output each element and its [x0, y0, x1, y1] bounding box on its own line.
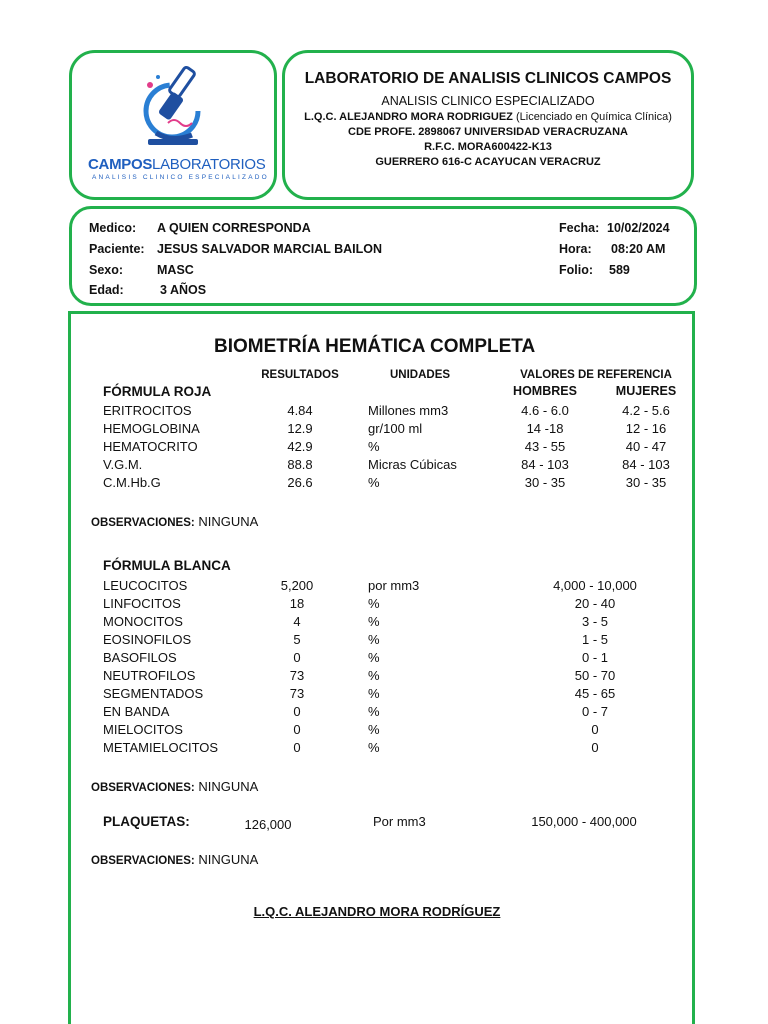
row-ref-women: 30 - 35 [625, 475, 667, 490]
row-result: 73 [289, 686, 305, 701]
row-unit: % [368, 632, 380, 647]
medico-label: Medico: [89, 221, 137, 235]
row-result: 0 [293, 722, 301, 737]
row-name: EN BANDA [103, 704, 170, 719]
row-result: 88.8 [287, 457, 313, 472]
row-ref: 50 - 70 [574, 668, 616, 683]
license-line: CDE PROFE. 2898067 UNIVERSIDAD VERACRUZANA [348, 126, 628, 138]
sexo-value: MASC [157, 263, 194, 277]
obs1-line: OBSERVACIONES: NINGUNA [91, 514, 259, 529]
paciente-label: Paciente: [89, 242, 145, 256]
row-result: 0 [293, 704, 301, 719]
fecha-value: 10/02/2024 [607, 221, 670, 235]
col-unidades: UNIDADES [389, 369, 451, 381]
row-unit: gr/100 ml [368, 421, 423, 436]
row-ref: 0 [591, 722, 599, 737]
edad-label: Edad: [89, 283, 124, 297]
folio-value: 589 [609, 263, 630, 277]
paciente-value: JESUS SALVADOR MARCIAL BAILON [157, 242, 383, 256]
row-result: 4 [293, 614, 301, 629]
rfc-line: R.F.C. MORA600422-K13 [424, 141, 552, 153]
col-mujeres: MUJERES [615, 384, 677, 398]
row-unit: % [368, 740, 380, 755]
row-result: 0 [293, 740, 301, 755]
col-resultados: RESULTADOS [261, 369, 339, 381]
row-unit: % [368, 686, 380, 701]
row-unit: Micras Cúbicas [368, 457, 457, 472]
row-name: C.M.Hb.G [103, 475, 161, 490]
obs3-line: OBSERVACIONES: NINGUNA [91, 852, 259, 867]
row-ref-women: 84 - 103 [622, 457, 670, 472]
row-ref: 45 - 65 [574, 686, 616, 701]
lab-subtitle: ANALISIS CLINICO ESPECIALIZADO [381, 94, 595, 108]
row-result: 0 [293, 650, 301, 665]
row-name: MIELOCITOS [103, 722, 183, 737]
address-line: GUERRERO 616-C ACAYUCAN VERACRUZ [375, 156, 601, 168]
row-ref: 0 [591, 740, 599, 755]
row-name: MONOCITOS [103, 614, 183, 629]
row-unit: por mm3 [368, 578, 420, 593]
row-name: LINFOCITOS [103, 596, 181, 611]
hora-value: 08:20 AM [611, 242, 666, 256]
row-name: ERITROCITOS [103, 403, 192, 418]
row-result: 42.9 [287, 439, 313, 454]
report-title: BIOMETRÍA HEMÁTICA COMPLETA [214, 336, 536, 357]
chemist-line: L.Q.C. ALEJANDRO MORA RODRIGUEZ (Licenciado en Química Clínica) [304, 111, 672, 123]
row-ref: 20 - 40 [574, 596, 616, 611]
row-name: EOSINOFILOS [103, 632, 192, 647]
logo-tagline: ANALISIS CLINICO ESPECIALIZADO [92, 174, 269, 181]
patient-panel [69, 206, 697, 306]
row-ref-men: 43 - 55 [524, 439, 566, 454]
logo-panel [69, 50, 277, 200]
row-ref: 0 - 1 [581, 650, 609, 665]
fecha-label: Fecha: [559, 221, 600, 235]
row-result: 5 [293, 632, 301, 647]
row-name: METAMIELOCITOS [103, 740, 219, 755]
folio-label: Folio: [559, 263, 594, 277]
row-result: 26.6 [287, 475, 313, 490]
row-unit: % [368, 722, 380, 737]
row-ref-women: 40 - 47 [625, 439, 667, 454]
row-unit: % [368, 704, 380, 719]
row-name: V.G.M. [103, 457, 143, 472]
row-ref: 1 - 5 [581, 632, 609, 647]
row-unit: % [368, 650, 380, 665]
row-unit: % [368, 439, 380, 454]
logo-name: CAMPOSLABORATORIOS [88, 156, 266, 173]
signature-name: L.Q.C. ALEJANDRO MORA RODRÍGUEZ [253, 904, 501, 919]
row-ref-women: 4.2 - 5.6 [622, 403, 670, 418]
row-unit: % [368, 596, 380, 611]
formula-blanca-title: FÓRMULA BLANCA [103, 558, 231, 573]
plaquetas-ref: 150,000 - 400,000 [531, 814, 637, 829]
obs2-line: OBSERVACIONES: NINGUNA [91, 779, 259, 794]
row-unit: % [368, 475, 380, 490]
row-result: 73 [289, 668, 305, 683]
row-name: HEMOGLOBINA [103, 421, 200, 436]
lab-title: LABORATORIO DE ANALISIS CLINICOS CAMPOS [304, 70, 672, 87]
row-result: 18 [289, 596, 305, 611]
row-unit: % [368, 614, 380, 629]
row-ref-men: 30 - 35 [524, 475, 566, 490]
col-valores: VALORES DE REFERENCIA [520, 369, 672, 381]
sexo-label: Sexo: [89, 263, 124, 277]
row-ref: 4,000 - 10,000 [553, 578, 637, 593]
row-result: 5,200 [280, 578, 314, 593]
row-ref: 0 - 7 [581, 704, 609, 719]
lab-header [282, 50, 694, 200]
row-ref-men: 4.6 - 6.0 [521, 403, 569, 418]
microscope-icon [138, 63, 210, 153]
row-name: SEGMENTADOS [103, 686, 204, 701]
row-ref-men: 84 - 103 [521, 457, 569, 472]
hora-label: Hora: [559, 242, 592, 256]
col-hombres: HOMBRES [513, 384, 577, 398]
row-name: HEMATOCRITO [103, 439, 198, 454]
row-result: 4.84 [287, 403, 313, 418]
medico-value: A QUIEN CORRESPONDA [157, 221, 311, 235]
row-unit: Millones mm3 [368, 403, 449, 418]
plaquetas-result: 126,000 [244, 817, 292, 832]
formula-roja-title: FÓRMULA ROJA [103, 384, 212, 399]
row-unit: % [368, 668, 380, 683]
row-name: NEUTROFILOS [103, 668, 196, 683]
row-name: LEUCOCITOS [103, 578, 188, 593]
row-result: 12.9 [287, 421, 313, 436]
row-name: BASOFILOS [103, 650, 177, 665]
row-ref-men: 14 -18 [526, 421, 564, 436]
row-ref: 3 - 5 [581, 614, 609, 629]
report-panel [68, 311, 695, 1024]
edad-value: 3 AÑOS [160, 283, 207, 297]
plaquetas-unit: Por mm3 [373, 814, 426, 829]
plaquetas-label: PLAQUETAS: [103, 814, 190, 829]
row-ref-women: 12 - 16 [625, 421, 667, 436]
